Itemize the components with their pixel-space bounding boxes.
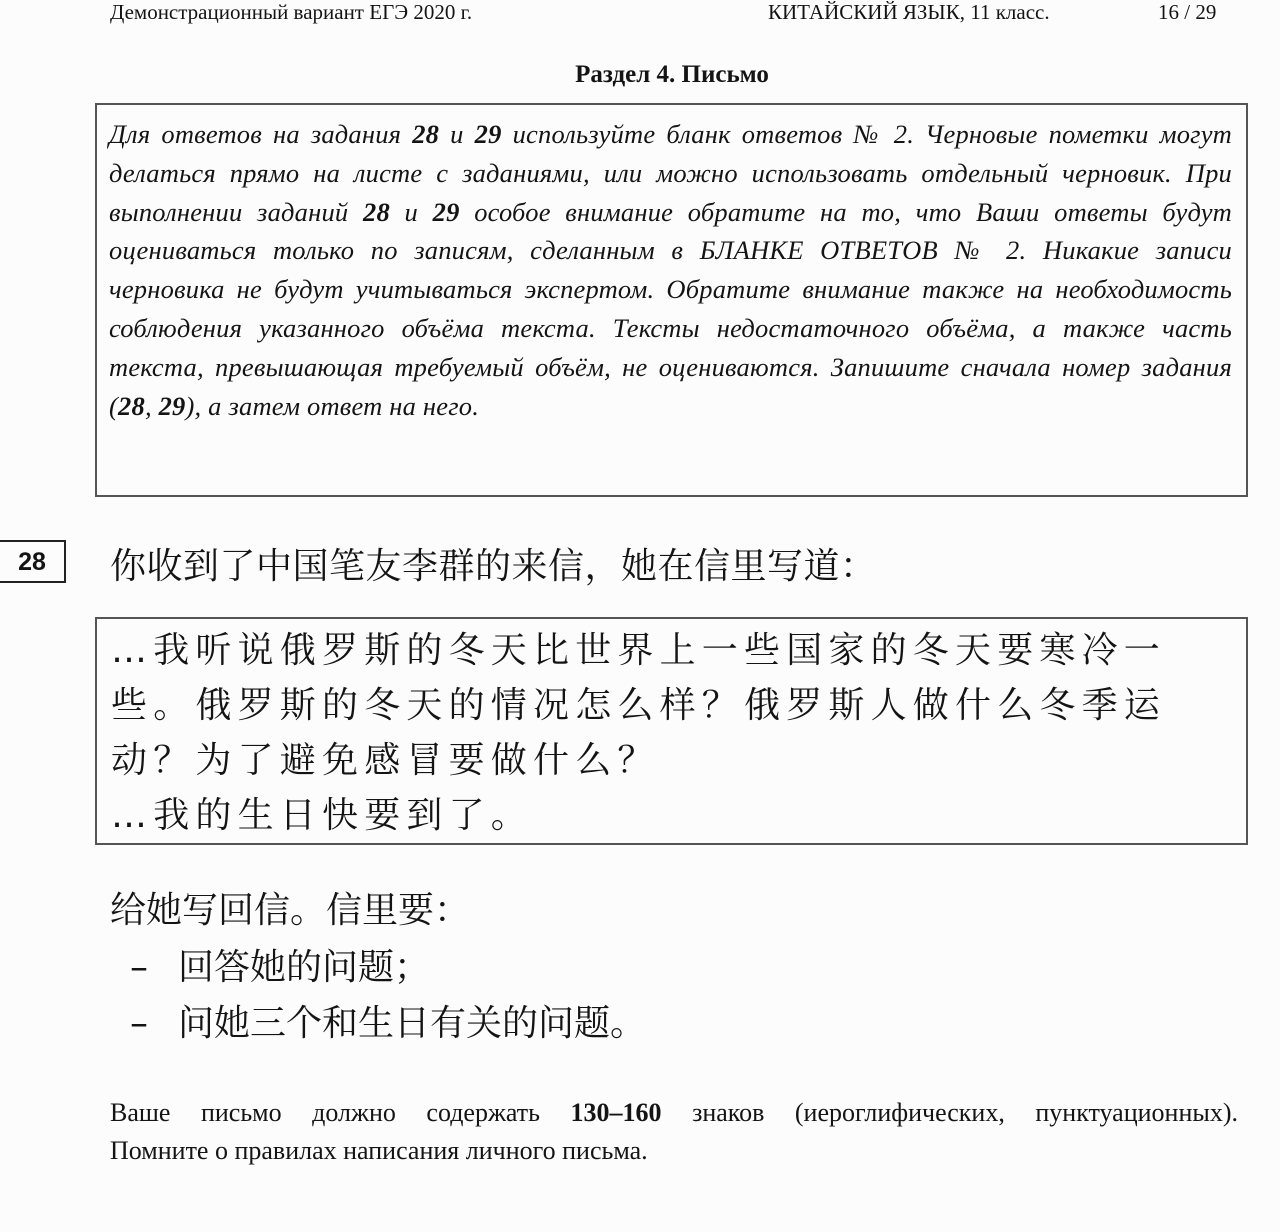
- task-ref: 29: [432, 196, 460, 227]
- length-requirement-text: Ваше письмо должно содержать 130–160 знаков (иероглифических, пунктуационных).: [110, 1098, 1238, 1127]
- dash-bullet: –: [130, 1003, 148, 1044]
- list-item: [130, 940, 646, 996]
- instructions-box: [95, 103, 1248, 497]
- letter-line: 动？为了避免感冒要做什么？: [111, 740, 660, 781]
- task-ref: 28: [363, 196, 390, 227]
- page-number: 16 / 29: [1158, 0, 1217, 24]
- letter-line: 些。俄罗斯的冬天的情况怎么样？俄罗斯人做什么冬季运: [111, 685, 1167, 726]
- section-title: Раздел 4. Письмо: [575, 61, 769, 88]
- instructions-text: Для ответов на задания 28 и 29 используйте бланк ответов № 2. Черновые пометки могут делаться прямо на листе с заданиями, или можно использовать отдельный черновик. При выполнении заданий 28 и 29 особое внимание обратите на то, что Ваши ответы будут оцениваться только по записям, сделанным в БЛАНКЕ ОТВЕТОВ № 2. Никакие записи черновика не будут учитываться экспертом. Обратите внимание также на необходимость соблюдения указанного объёма текста. Тексты недостаточного объёма, а также часть текста, превышающая требуемый объём, не оцениваются. Запишите сначала номер задания (28, 29), а затем ответ на него.: [109, 119, 1232, 421]
- task-number-badge: 28: [0, 540, 66, 583]
- letter-rules-reminder: Помните о правилах написания личного письма.: [110, 1136, 648, 1165]
- task-ref: 28: [412, 119, 440, 149]
- list-item-text: 问她三个和生日有关的问题。: [178, 1003, 647, 1044]
- page-header: [0, 0, 1280, 28]
- char-range: 130–160: [570, 1098, 662, 1127]
- task-ref: 29: [474, 119, 502, 149]
- list-item-text: 回答她的问题；: [178, 947, 431, 988]
- dash-bullet: –: [130, 947, 148, 988]
- exam-variant-label: Демонстрационный вариант ЕГЭ 2020 г.: [110, 0, 473, 24]
- task-ref: 28: [118, 390, 145, 421]
- letter-line: …我的生日快要到了。: [111, 795, 534, 836]
- subject-label: КИТАЙСКИЙ ЯЗЫК, 11 класс.: [768, 0, 1050, 24]
- reply-instructions: 给她写回信。信里要：: [110, 890, 471, 931]
- task-ref: 29: [158, 390, 186, 421]
- letter-line: …我听说俄罗斯的冬天比世界上一些国家的冬天要寒冷一: [111, 630, 1167, 671]
- letter-excerpt-box: [95, 617, 1248, 845]
- reply-requirements-list: [130, 940, 646, 1052]
- length-requirements: [110, 1094, 1238, 1170]
- list-item: [130, 996, 646, 1052]
- task-prompt: 你收到了中国笔友李群的来信，她在信里写道：: [110, 546, 877, 587]
